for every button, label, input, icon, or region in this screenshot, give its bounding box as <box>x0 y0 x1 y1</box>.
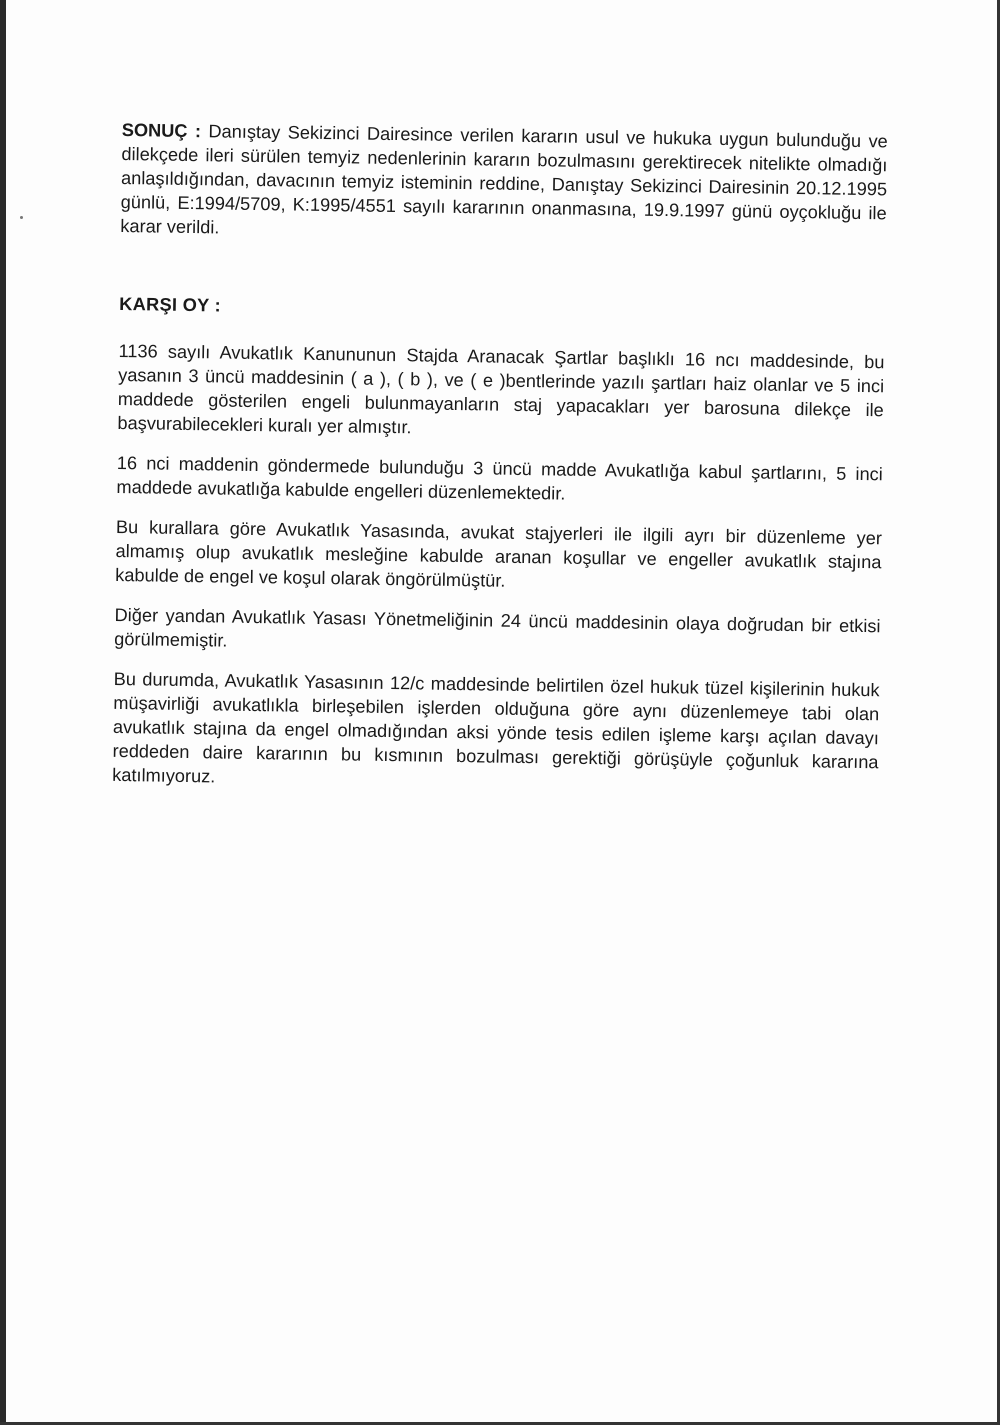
scan-left-edge <box>0 0 6 1425</box>
sonuc-text: Danıştay Sekizinci Dairesince verilen kararın usul ve hukuka uygun bulunduğu ve dilekçede ileri sürülen temyiz nedenlerinin kararın bozulmasını gerektirecek nitelikte olmadığı anlaşıldığından, davacının temyiz isteminin reddine, Danıştay Sekizinci Dairesinin 20.12.1995 günlü, E:1994/5709, K:1995/4551 sayılı kararının onanmasına, 19.9.1997 günü oyçokluğu ile karar verildi. <box>120 121 888 238</box>
karsi-oy-paragraph-1: 1136 sayılı Avukatlık Kanununun Stajda Aranacak Şartlar başlıklı 16 ncı maddesinde, bu yasanın 3 üncü maddesinin ( a ), ( b ), ve ( e )bentlerinde yazılı şartları haiz olanlar ve 5 inci maddede gösterilen engeli bulunmayanların staj yapacakları yer barosuna dilekçe ile başvurabilecekleri kuralı yer almıştır. <box>117 340 885 438</box>
karsi-oy-paragraph-2: 16 nci maddenin göndermede bulunduğu 3 üncü madde Avukatlığa kabul şartlarını, 5 inci maddede avukatlığa kabulde engelleri düzenlemektedir. <box>116 452 883 504</box>
karsi-oy-paragraph-4: Diğer yandan Avukatlık Yasası Yönetmeliğinin 24 üncü maddesinin olaya doğrudan bir etkisi görülmemiştir. <box>114 604 881 651</box>
sonuc-paragraph <box>120 118 888 249</box>
scan-speck <box>20 216 23 219</box>
karsi-oy-heading: KARŞI OY : <box>119 293 222 316</box>
document-body <box>112 118 888 814</box>
sonuc-label: SONUÇ : <box>121 119 202 142</box>
karsi-oy-paragraph-3: Bu kurallara göre Avukatlık Yasasında, avukat stajyerleri ile ilgili ayrı bir düzenleme yer almamış olup avukatlık mesleğine kabulde aranan koşullar ve engeller avukatlık stajına kabulde de engel ve koşul olarak öngörülmüştür. <box>115 516 882 591</box>
karsi-oy-paragraph-5: Bu durumda, Avukatlık Yasasının 12/c maddesinde belirtilen özel hukuk tüzel kişilerinin hukuk müşavirliği avukatlıkla birleşebilen işlerden olduğuna göre aynı düzenlemeye tabi olan avukatlık stajına da engel olmadığından aksi yönde tesis edilen işleme karşı açılan davayı reddeden daire kararının bu kısmının bozulması gerektiği görüşüyle çoğunluk kararına katılmıyoruz. <box>112 668 880 787</box>
